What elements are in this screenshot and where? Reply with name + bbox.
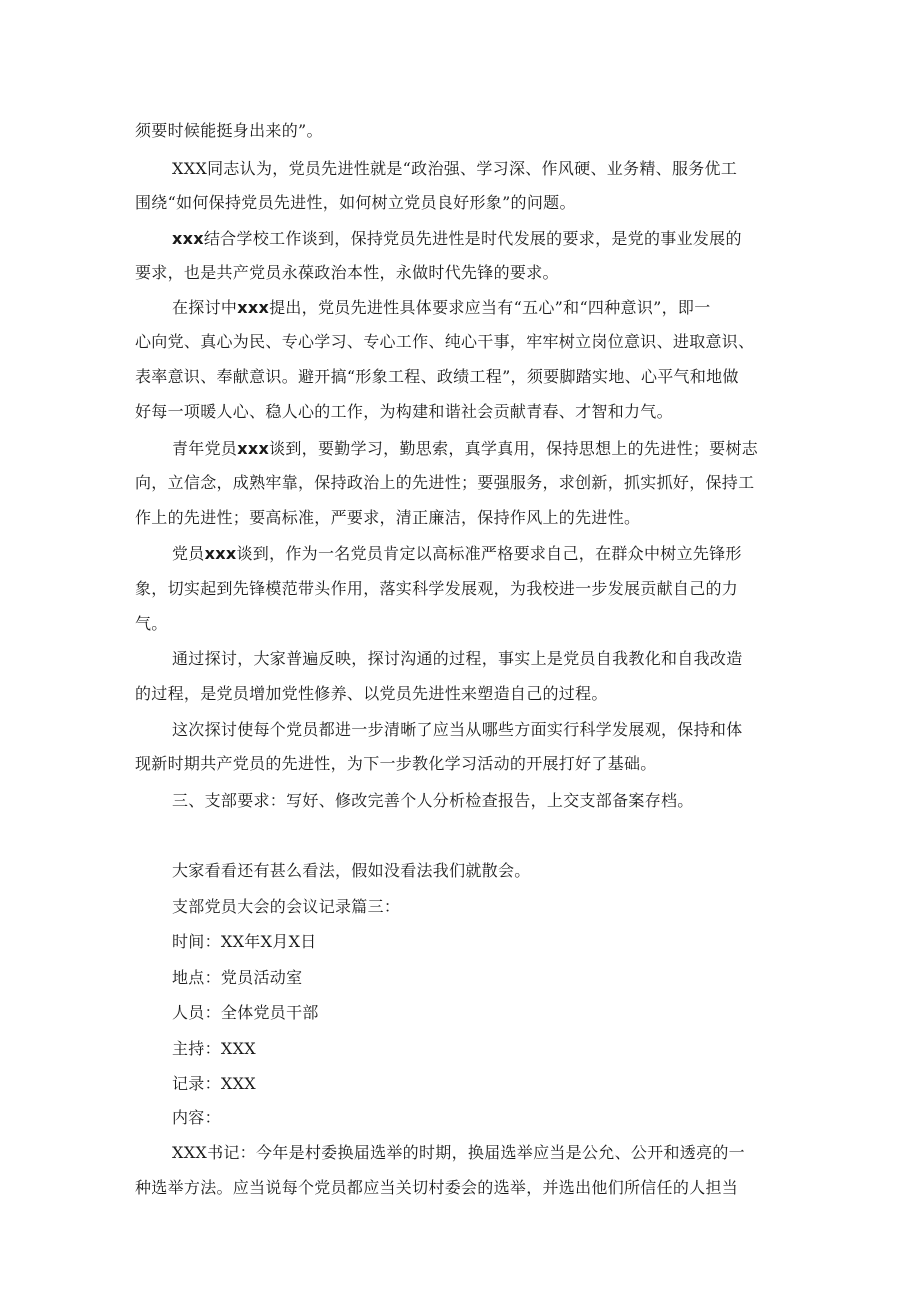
text-run: 谈到，要勤学习，勤思索，真学真用，保持思想上的先进性；要树志 [269, 439, 759, 458]
text-line: 好每一项暖人心、稳人心的工作，为构建和谐社会贡献青春、才智和力气。 [135, 402, 673, 421]
person-name: xxx [172, 229, 204, 248]
text-run: 党员 [172, 544, 205, 563]
text-run: 提出，党员先进性具体要求应当有“五心”和“四种意识”，即一 [269, 298, 711, 317]
meeting-location: 地点：党员活动室 [172, 968, 303, 987]
text-line: XXX同志认为，党员先进性就是“政治强、学习深、作风硬、业务精、服务优工 [172, 159, 738, 178]
text-line: 要求，也是共产党员永葆政治本性，永做时代先锋的要求。 [135, 263, 559, 282]
text-line: 通过探讨，大家普遍反映，探讨沟通的过程，事实上是党员自我教化和自我改造 [172, 649, 743, 668]
text-line: 的过程，是党员增加党性修养、以党员先进性来塑造自己的过程。 [135, 684, 608, 703]
meeting-time: 时间：XX年X月X日 [172, 932, 317, 951]
text-line: 作上的先进性；要高标准，严要求，清正廉洁，保持作风上的先进性。 [135, 508, 641, 527]
section-title: 支部党员大会的会议记录篇三： [172, 897, 401, 916]
meeting-recorder: 记录：XXX [172, 1074, 256, 1093]
text-run: 青年党员 [172, 439, 238, 458]
text-line: 心向党、真心为民、专心学习、专心工作、纯心干事，牢牢树立岗位意识、进取意识、 [135, 332, 755, 351]
text-run: 在探讨中 [172, 298, 238, 317]
meeting-host: 主持：XXX [172, 1039, 256, 1058]
text-line: 大家看看还有甚么看法，假如没看法我们就散会。 [172, 861, 531, 880]
text-run: 结合学校工作谈到，保持党员先进性是时代发展的要求，是党的事业发展的 [203, 229, 742, 248]
meeting-content-label: 内容： [172, 1108, 221, 1127]
text-line: 气。 [135, 614, 168, 633]
text-line [172, 228, 775, 250]
text-line: 现新时期共产党员的先进性，为下一步教化学习活动的开展打好了基础。 [135, 754, 657, 773]
text-line: 这次探讨使每个党员都进一步清晰了应当从哪些方面实行科学发展观，保持和体 [172, 720, 743, 739]
person-name: xxx [237, 439, 270, 458]
person-name: xxx [237, 298, 270, 317]
text-line: XXX书记：今年是村委换届选举的时期，换届选举应当是公允、公开和透亮的一 [172, 1143, 745, 1162]
text-line: 向，立信念，成熟牢靠，保持政治上的先进性；要强服务，求创新，抓实抓好，保持工 [135, 473, 755, 492]
text-line: 表率意识、奉献意识。避开搞“形象工程、政绩工程”，须要脚踏实地、心平气和地做 [135, 367, 739, 386]
text-line [172, 438, 775, 460]
meeting-attendees: 人员：全体党员干部 [172, 1003, 319, 1022]
person-name: xxx [204, 544, 237, 563]
text-line: 象，切实起到先锋模范带头作用，落实科学发展观，为我校进一步发展贡献自己的力 [135, 579, 739, 598]
text-run: 谈到，作为一名党员肯定以高标准严格要求自己，在群众中树立先锋形 [236, 544, 742, 563]
text-line [172, 297, 775, 319]
text-line [172, 543, 775, 565]
text-line: 须要时候能挺身出来的”。 [135, 121, 323, 140]
text-line: 三、支部要求：写好、修改完善个人分析检查报告，上交支部备案存档。 [172, 791, 694, 810]
text-line: 种选举方法。应当说每个党员都应当关切村委会的选举，并选出他们所信任的人担当 [135, 1178, 739, 1197]
text-line: 围绕“如何保持党员先进性，如何树立党员良好形象”的问题。 [135, 193, 576, 212]
